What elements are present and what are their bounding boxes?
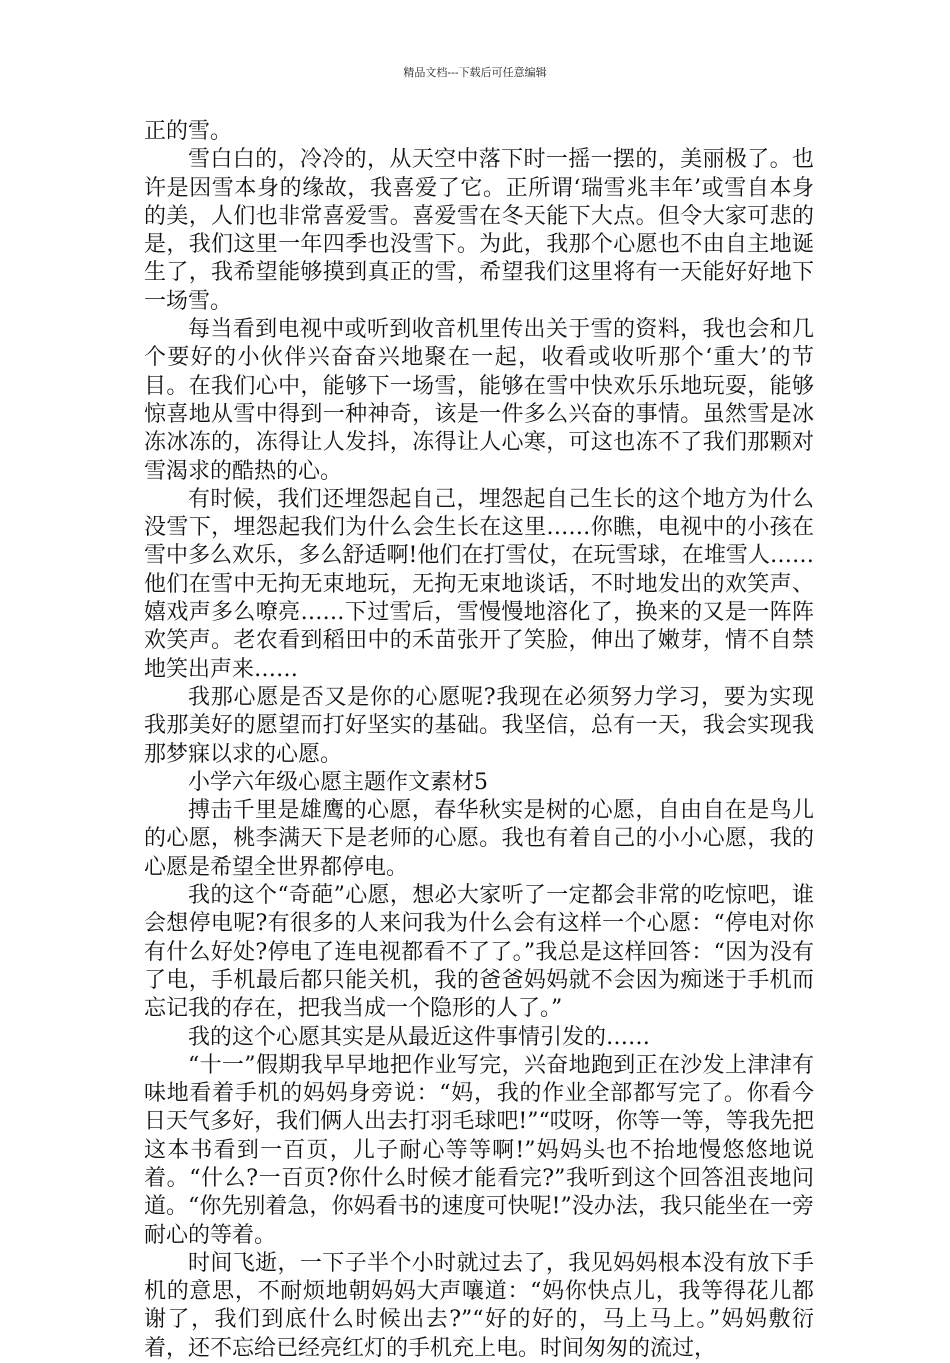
paragraph: 时间飞逝，一下子半个小时就过去了，我见妈妈根本没有放下手机的意思，不耐烦地朝妈妈大声嚷道：“妈你快点儿，我等得花儿都谢了，我们到底什么时候出去?”“好的好的，马上马上。”妈妈敷衍着，还不忘给已经亮红灯的手机充上电。时间匆匆的流过， — [144, 1250, 814, 1361]
paragraph: 搏击千里是雄鹰的心愿，春华秋实是树的心愿，自由自在是鸟儿的心愿，桃李满天下是老师的心愿。我也有着自己的小小心愿，我的心愿是希望全世界都停电。 — [144, 798, 814, 880]
paragraph: 有时候，我们还埋怨起自己，埋怨起自己生长的这个地方为什么没雪下，埋怨起我们为什么会生长在这里……你瞧，电视中的小孩在雪中多么欢乐，多么舒适啊!他们在打雪仗，在玩雪球，在堆雪人……他们在雪中无拘无束地玩，无拘无束地谈话，不时地发出的欢笑声、嬉戏声多么嘹亮……下过雪后，雪慢慢地溶化了，换来的又是一阵阵欢笑声。老农看到稻田中的禾苗张开了笑脸，伸出了嫩芽，情不自禁地笑出声来…… — [144, 486, 814, 682]
page-header: 精品文档---下载后可任意编辑 — [403, 66, 547, 79]
paragraph: 我的这个“奇葩”心愿，想必大家听了一定都会非常的吃惊吧，谁会想停电呢?有很多的人来问我为什么会有这样一个心愿：“停电对你有什么好处?停电了连电视都看不了了。”我总是这样回答：“因为没有了电，手机最后都只能关机，我的爸爸妈妈就不会因为痴迷于手机而忘记我的存在，把我当成一个隐形的人了。” — [144, 883, 814, 1022]
paragraph: “十一”假期我早早地把作业写完，兴奋地跑到正在沙发上津津有味地看着手机的妈妈身旁说：“妈，我的作业全部都写完了。你看今日天气多好，我们俩人出去打羽毛球吧!”“哎呀，你等一等，等我先把这本书看到一百页，儿子耐心等等啊!”妈妈头也不抬地慢悠悠地说着。“什么?一百页?你什么时候才能看完?”我听到这个回答沮丧地问道。“你先别着急，你妈看书的速度可快呢!”没办法，我只能坐在一旁耐心的等着。 — [144, 1052, 814, 1248]
paragraph: 雪白白的，冷冷的，从天空中落下时一摇一摆的，美丽极了。也许是因雪本身的缘故，我喜爱了它。正所谓‘瑞雪兆丰年’或雪自本身的美，人们也非常喜爱雪。喜爱雪在冬天能下大点。但令大家可悲的是，我们这里一年四季也没雪下。为此，我那个心愿也不由自主地诞生了，我希望能够摸到真正的雪，希望我们这里将有一天能好好地下一场雪。 — [144, 147, 814, 314]
paragraph: 我的这个心愿其实是从最近这件事情引发的…… — [188, 1024, 651, 1050]
article-body — [144, 118, 814, 1363]
paragraph: 正的雪。 — [144, 119, 233, 144]
paragraph: 我那心愿是否又是你的心愿呢?我现在必须努力学习，要为实现我那美好的愿望而打好坚实的基础。我坚信，总有一天，我会实现我那梦寐以求的心愿。 — [144, 684, 814, 767]
paragraph: 每当看到电视中或听到收音机里传出关于雪的资料，我也会和几个要好的小伙伴兴奋奋兴地聚在一起，收看或收听那个‘重大’的节目。在我们心中，能够下一场雪，能够在雪中快欢乐乐地玩耍，能够惊喜地从雪中得到一种神奇，该是一件多么兴奋的事情。虽然雪是冰冻冰冻的，冻得让人发抖，冻得让人心寒，可这也冻不了我们那颗对雪渴求的酷热的心。 — [144, 317, 814, 484]
section-title: 小学六年级心愿主题作文素材5 — [188, 769, 488, 795]
